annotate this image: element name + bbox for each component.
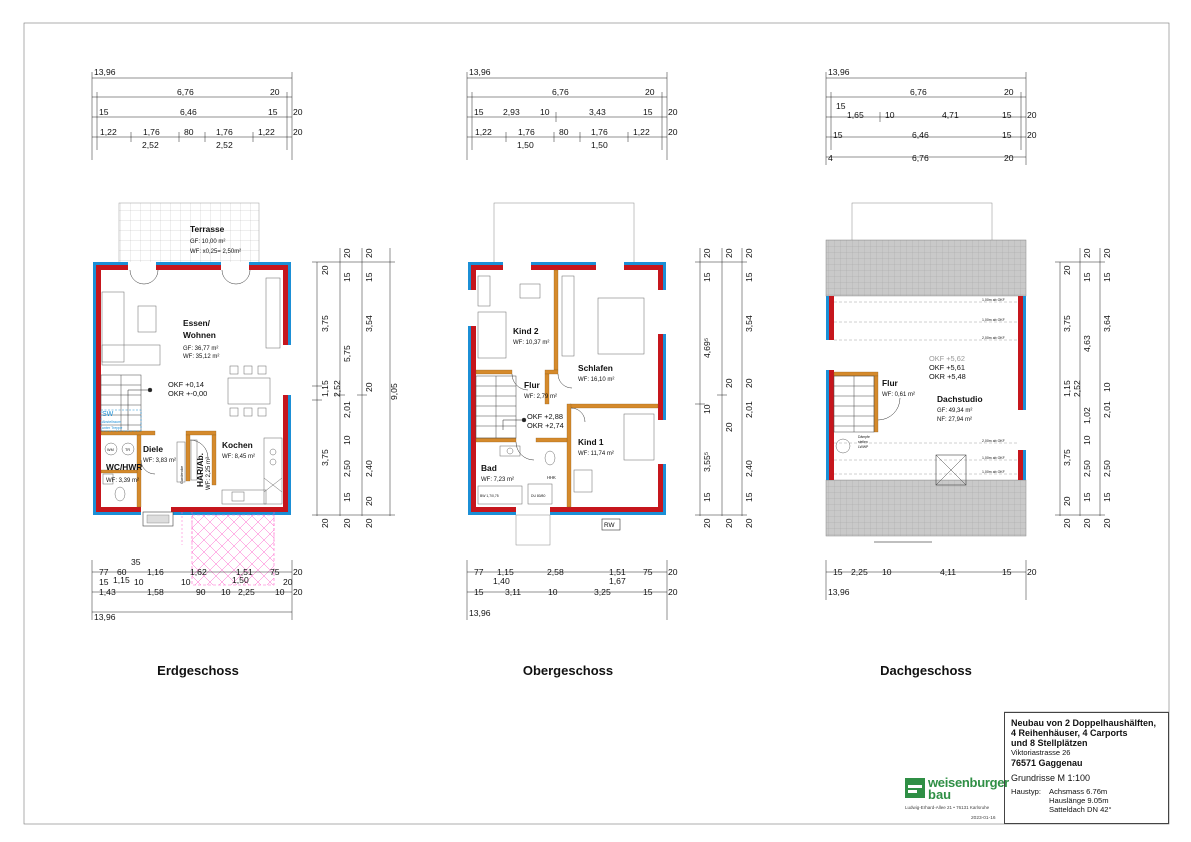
level-marker: OKR +5,48 [929,372,966,381]
dim-text: 15 [643,107,653,117]
room-area: WF: 2,25 m² [206,456,212,490]
level-marker-ghost: OKF +5,62 [929,354,965,363]
dim-text: 20 [668,107,678,117]
dim-text: 3,43 [589,107,606,117]
room-area: WF: 0,61 m² [882,392,916,398]
room-area: WF: 16,10 m² [578,377,615,383]
dim-text: 15 [474,587,484,597]
dim-text: 20 [645,87,655,97]
dim-text: 1,16 [147,567,164,577]
dim-text: 20 [668,127,678,137]
dim-text: 2,50 [1082,460,1092,477]
dim-text: 1,22 [100,127,117,137]
dim-text: 2,40 [364,460,374,477]
dim-text: 6,46 [912,130,929,140]
dim-text: 20 [1004,87,1014,97]
dim-text: 15 [268,107,278,117]
dim-text: 10 [275,587,285,597]
dim-text: 75 [643,567,653,577]
dim-text: 15 [1082,272,1092,282]
dim-text: 1,15 [113,575,130,585]
dim-text: 3,75 [1062,449,1072,466]
dim-text: 13,96 [828,587,850,597]
room-name: WC/HWR [106,462,143,472]
dim-text: 2,52 [142,140,159,150]
dim-text: 20 [283,577,293,587]
interior-wall [554,270,558,370]
dim-text: 77 [474,567,484,577]
dim-text: 80 [184,127,194,137]
level-marker: OKR +-0,00 [168,389,208,398]
dim-text: 20 [1082,248,1092,258]
window [283,345,291,395]
room-name: Wohnen [183,330,216,340]
window [596,262,624,270]
room-area: WF: 8,45 m² [222,454,256,460]
dim-text: 4,63 [1082,335,1092,352]
dim-text: 2,25 [851,567,868,577]
dim-text: 1,02 [1082,407,1092,424]
dim-text: 80 [559,127,569,137]
dim-text: 10 [548,587,558,597]
fixture-label: DU 80/80 [531,494,546,498]
room-area: WF: 3,39 m² [106,478,140,484]
dim-text: 15 [833,130,843,140]
dim-text: 20 [668,567,678,577]
dim-text: 77 [99,567,109,577]
interior-wall [570,404,658,408]
dim-text: 1,50 [232,575,249,585]
interior-wall [101,431,155,435]
dim-text: 10 [1102,382,1112,392]
dim-text: 15 [836,101,846,111]
room-name: Schlafen [578,363,613,373]
dim-text: 3,55⁵ [702,451,712,472]
dim-text: 20 [1004,153,1014,163]
dim-text: 90 [196,587,206,597]
wall-insulation [826,296,829,480]
interior-wall [476,438,516,442]
dim-text: 13,96 [94,612,116,622]
dim-text: 1,51 [236,567,253,577]
rainwater-label: RW [604,522,615,529]
logo-text: weisenburger [928,775,1009,790]
dim-text: 1,76 [143,127,160,137]
dim-text: 20 [364,518,374,528]
room-name: Kochen [222,440,253,450]
dim-text: 15 [99,107,109,117]
dim-text: 15 [1102,272,1112,282]
dim-text: 20 [364,382,374,392]
interior-wall [186,431,216,435]
height-note: 1,00m ab OKF [982,456,1005,460]
dim-text: 15 [1002,567,1012,577]
room-name: Terrasse [190,224,225,234]
room-area: GF: 49,34 m² [937,408,973,414]
window [503,262,531,270]
logo-mark-icon [905,778,925,798]
project-title: 4 Reihenhäuser, 4 Carports [1011,728,1128,738]
dim-text: 10 [882,567,892,577]
house-type-value: Satteldach DN 42° [1049,805,1112,814]
room-area: GF: 10,00 m² [190,239,226,245]
storage-label: SW [102,411,114,418]
room-name: Essen/ [183,318,211,328]
dim-text: 15 [99,577,109,587]
house-type-value: Achsmass 6.76m [1049,787,1108,796]
dim-text: 1,15 [320,380,330,397]
dim-text: 5,75 [342,345,352,362]
dim-text: 15 [744,272,754,282]
dim-text: 20 [293,127,303,137]
storage-note: unter Treppe [102,426,123,430]
dim-text: 3,64 [1102,315,1112,332]
window [658,290,666,334]
dim-text: 20 [270,87,280,97]
dim-text: 75 [270,567,280,577]
dim-text: 6,76 [177,87,194,97]
dim-text: 1,51 [609,567,626,577]
dim-text: 2,50 [1102,460,1112,477]
dim-text: 1,58 [147,587,164,597]
height-note: 1,00m ab OKF [982,318,1005,322]
dim-text: 2,52 [1072,380,1082,397]
plan-obergeschoss [467,67,754,620]
dim-text: 20 [1027,110,1037,120]
window [468,290,476,326]
interior-wall [567,404,571,507]
dim-text: 1,22 [475,127,492,137]
dim-text: 6,46 [180,107,197,117]
entrance-step [147,515,169,523]
dim-text: 10 [885,110,895,120]
window [128,262,156,270]
interior-wall [545,370,558,374]
room-area: WF: 3,83 m² [143,458,177,464]
dim-text: 10 [702,404,712,414]
gable-wall [829,296,834,480]
dim-text: 3,75 [320,315,330,332]
company-address: Ludwig-Erhard-Allee 21 • 76131 Karlsruhe [905,805,990,810]
level-title-erdgeschoss: Erdgeschoss [157,663,239,678]
dim-text: 15 [643,587,653,597]
dim-text: 1,22 [258,127,275,137]
dim-text: 20 [702,248,712,258]
dim-text: 20 [668,587,678,597]
wall-insulation [1023,296,1026,480]
room-area: WF: 2,79 m² [524,394,558,400]
dim-text: 20 [1082,518,1092,528]
window [1018,410,1026,450]
level-marker: OKF +5,61 [929,363,965,372]
dim-text: 20 [724,378,734,388]
level-marker: OKF +0,14 [168,380,204,389]
dim-text: 1,62 [190,567,207,577]
room-name: Diele [143,444,164,454]
interior-wall [476,370,512,374]
dim-text: 15 [1002,130,1012,140]
dim-text: 20 [744,248,754,258]
dim-text: 1,22 [633,127,650,137]
dim-text: 20 [320,265,330,275]
level-marker: OKR +2,74 [527,421,564,430]
dim-text: 15 [1002,110,1012,120]
wardrobe-label: Garderobe [180,465,184,484]
dim-text: 6,76 [912,153,929,163]
interior-wall [874,376,878,432]
plan-dachgeschoss [826,67,1112,600]
room-name: Kind 1 [578,437,604,447]
dim-text: 1,40 [493,576,510,586]
dim-text: 1,15 [497,567,514,577]
dim-text: 20 [293,567,303,577]
dim-text: 20 [320,518,330,528]
project-title: und 8 Stellplätzen [1011,738,1088,748]
height-note: 2,00m ab OKF [982,336,1005,340]
dim-text: 10 [181,577,191,587]
level-marker: OKF +2,88 [527,412,563,421]
bathroom-projection [516,515,550,545]
dim-text: 13,96 [469,608,491,618]
logo-text: bau [928,787,952,802]
dim-text: 15 [474,107,484,117]
dim-text: 1,67 [609,576,626,586]
dim-text: 2,50 [342,460,352,477]
level-title-obergeschoss: Obergeschoss [522,663,614,678]
dim-text: 15 [1102,492,1112,502]
dim-text: 20 [724,422,734,432]
dim-text: 15 [702,492,712,502]
dim-text: 60 [117,567,127,577]
dim-text: 15 [342,492,352,502]
dim-text: 10 [540,107,550,117]
height-note: 1,00m ab OKF [982,470,1005,474]
dim-text: 20 [724,248,734,258]
dim-text: 3,25 [594,587,611,597]
dim-text: 20 [342,518,352,528]
room-name: HAR/Ab. [195,453,205,487]
dim-text: 15 [364,272,374,282]
room-area: WF: 35,12 m² [183,354,220,360]
fixture-label: HHK [547,475,556,480]
dim-text: 2,01 [744,401,754,418]
fixture-label: BW 1,7/0,75 [480,494,499,498]
interior-wall [186,435,190,481]
level-title-dachgeschoss: Dachgeschoss [880,663,972,678]
room-name: Flur [882,378,898,388]
dim-text: 1,76 [216,127,233,137]
dim-text: 3,54 [744,315,754,332]
dim-text: 1,65 [847,110,864,120]
dim-text: 2,52 [216,140,233,150]
house-type [1011,787,1162,814]
dim-text: 3,75 [1062,315,1072,332]
dim-text: 20 [364,496,374,506]
dim-text: 35 [131,557,141,567]
appliance-note: LWWP [858,445,869,449]
project-street: Viktoriastrasse 26 [1011,748,1071,757]
dim-text: 1,50 [517,140,534,150]
dim-text: 10 [134,577,144,587]
dim-text: 1,15 [1062,380,1072,397]
room-name: Dachstudio [937,394,983,404]
height-note: 2,00m ab OKF [982,439,1005,443]
dim-text: 1,43 [99,587,116,597]
dim-text: 9,05 [389,383,399,400]
room-area: WF: 7,23 m² [481,477,515,483]
dim-text: 2,93 [503,107,520,117]
dim-text: 2,52 [332,380,342,397]
house-type-value: Hauslänge 9.05m [1049,796,1109,805]
dim-text: 20 [1027,567,1037,577]
height-note: 1,00m ab OKF [982,298,1005,302]
dim-text: 20 [1102,248,1112,258]
window [221,262,249,270]
dim-text: 4 [828,153,833,163]
dim-text: 2,40 [744,460,754,477]
dim-text: 20 [293,107,303,117]
window [516,507,550,515]
window [658,420,666,464]
dim-text: 20 [364,248,374,258]
plan-erdgeschoss [92,67,399,622]
room-name: Flur [524,380,540,390]
appliance-note: stellen [858,440,868,444]
floor-area [833,296,1019,480]
dim-text: 20 [1027,130,1037,140]
gable-wall [1018,296,1023,480]
project-title: Neubau von 2 Doppelhaushälften, [1011,718,1157,728]
dim-text: 13,96 [828,67,850,77]
dim-text: 10 [1082,435,1092,445]
dim-text: 10 [221,587,231,597]
roof-surface [826,480,1026,536]
appliance-label: WM [107,448,114,452]
dim-text: 2,01 [1102,401,1112,418]
plan-scale: Grundrisse M 1:100 [1011,773,1091,783]
dim-text: 20 [342,248,352,258]
room-area: WF: 10,37 m² [513,340,550,346]
dim-text: 1,76 [591,127,608,137]
dim-text: 20 [702,518,712,528]
dim-text: 20 [293,587,303,597]
room-area: GF: 36,77 m² [183,346,219,352]
interior-wall [834,372,878,376]
dim-text: 10 [342,435,352,445]
dim-text: 20 [1062,496,1072,506]
dim-text: 6,76 [552,87,569,97]
appliance-label: TR [125,448,131,452]
appliance-note: Dämpfe [858,435,870,439]
dim-text: 15 [833,567,843,577]
dim-text: 20 [744,518,754,528]
dim-text: 1,50 [591,140,608,150]
dim-text: 15 [342,272,352,282]
dim-text: 13,96 [94,67,116,77]
title-block [1004,712,1169,824]
house-type-label: Haustyp: [1011,787,1041,796]
interior-wall [212,435,216,485]
room-area: NF: 27,94 m² [937,417,973,423]
dim-text: 15 [702,272,712,282]
dim-text: 3,75 [320,449,330,466]
dim-text: 3,54 [364,315,374,332]
dim-text: 15 [744,492,754,502]
dim-text: 1,76 [518,127,535,137]
room-name: Bad [481,463,497,473]
dim-text: 20 [744,378,754,388]
window [826,340,834,370]
dim-text: 20 [724,518,734,528]
dim-text: 2,25 [238,587,255,597]
interior-wall [536,438,567,442]
storage-note: Abstellraum [102,420,121,424]
project-city: 76571 Gaggenau [1011,758,1083,768]
dim-text: 20 [1102,518,1112,528]
dim-text: 4,11 [940,567,957,577]
roof-surface [826,240,1026,296]
dim-text: 2,58 [547,567,564,577]
company-logo [905,775,1009,825]
dim-text: 2,01 [342,401,352,418]
dim-text: 20 [1062,265,1072,275]
dim-text: 20 [1062,518,1072,528]
dim-text: 13,96 [469,67,491,77]
dim-text: 6,76 [910,87,927,97]
plan-date: 2023-01-16 [971,816,996,821]
room-area: WF: 11,74 m² [578,451,614,457]
dim-text: 3,11 [505,587,522,597]
balcony-outline [494,203,634,263]
dim-text: 4,71 [942,110,959,120]
dim-text: 15 [1082,492,1092,502]
dim-text: 4,69⁵ [702,337,712,358]
room-name: Kind 2 [513,326,539,336]
room-area: WF: x0,25= 2,50m² [190,249,242,255]
